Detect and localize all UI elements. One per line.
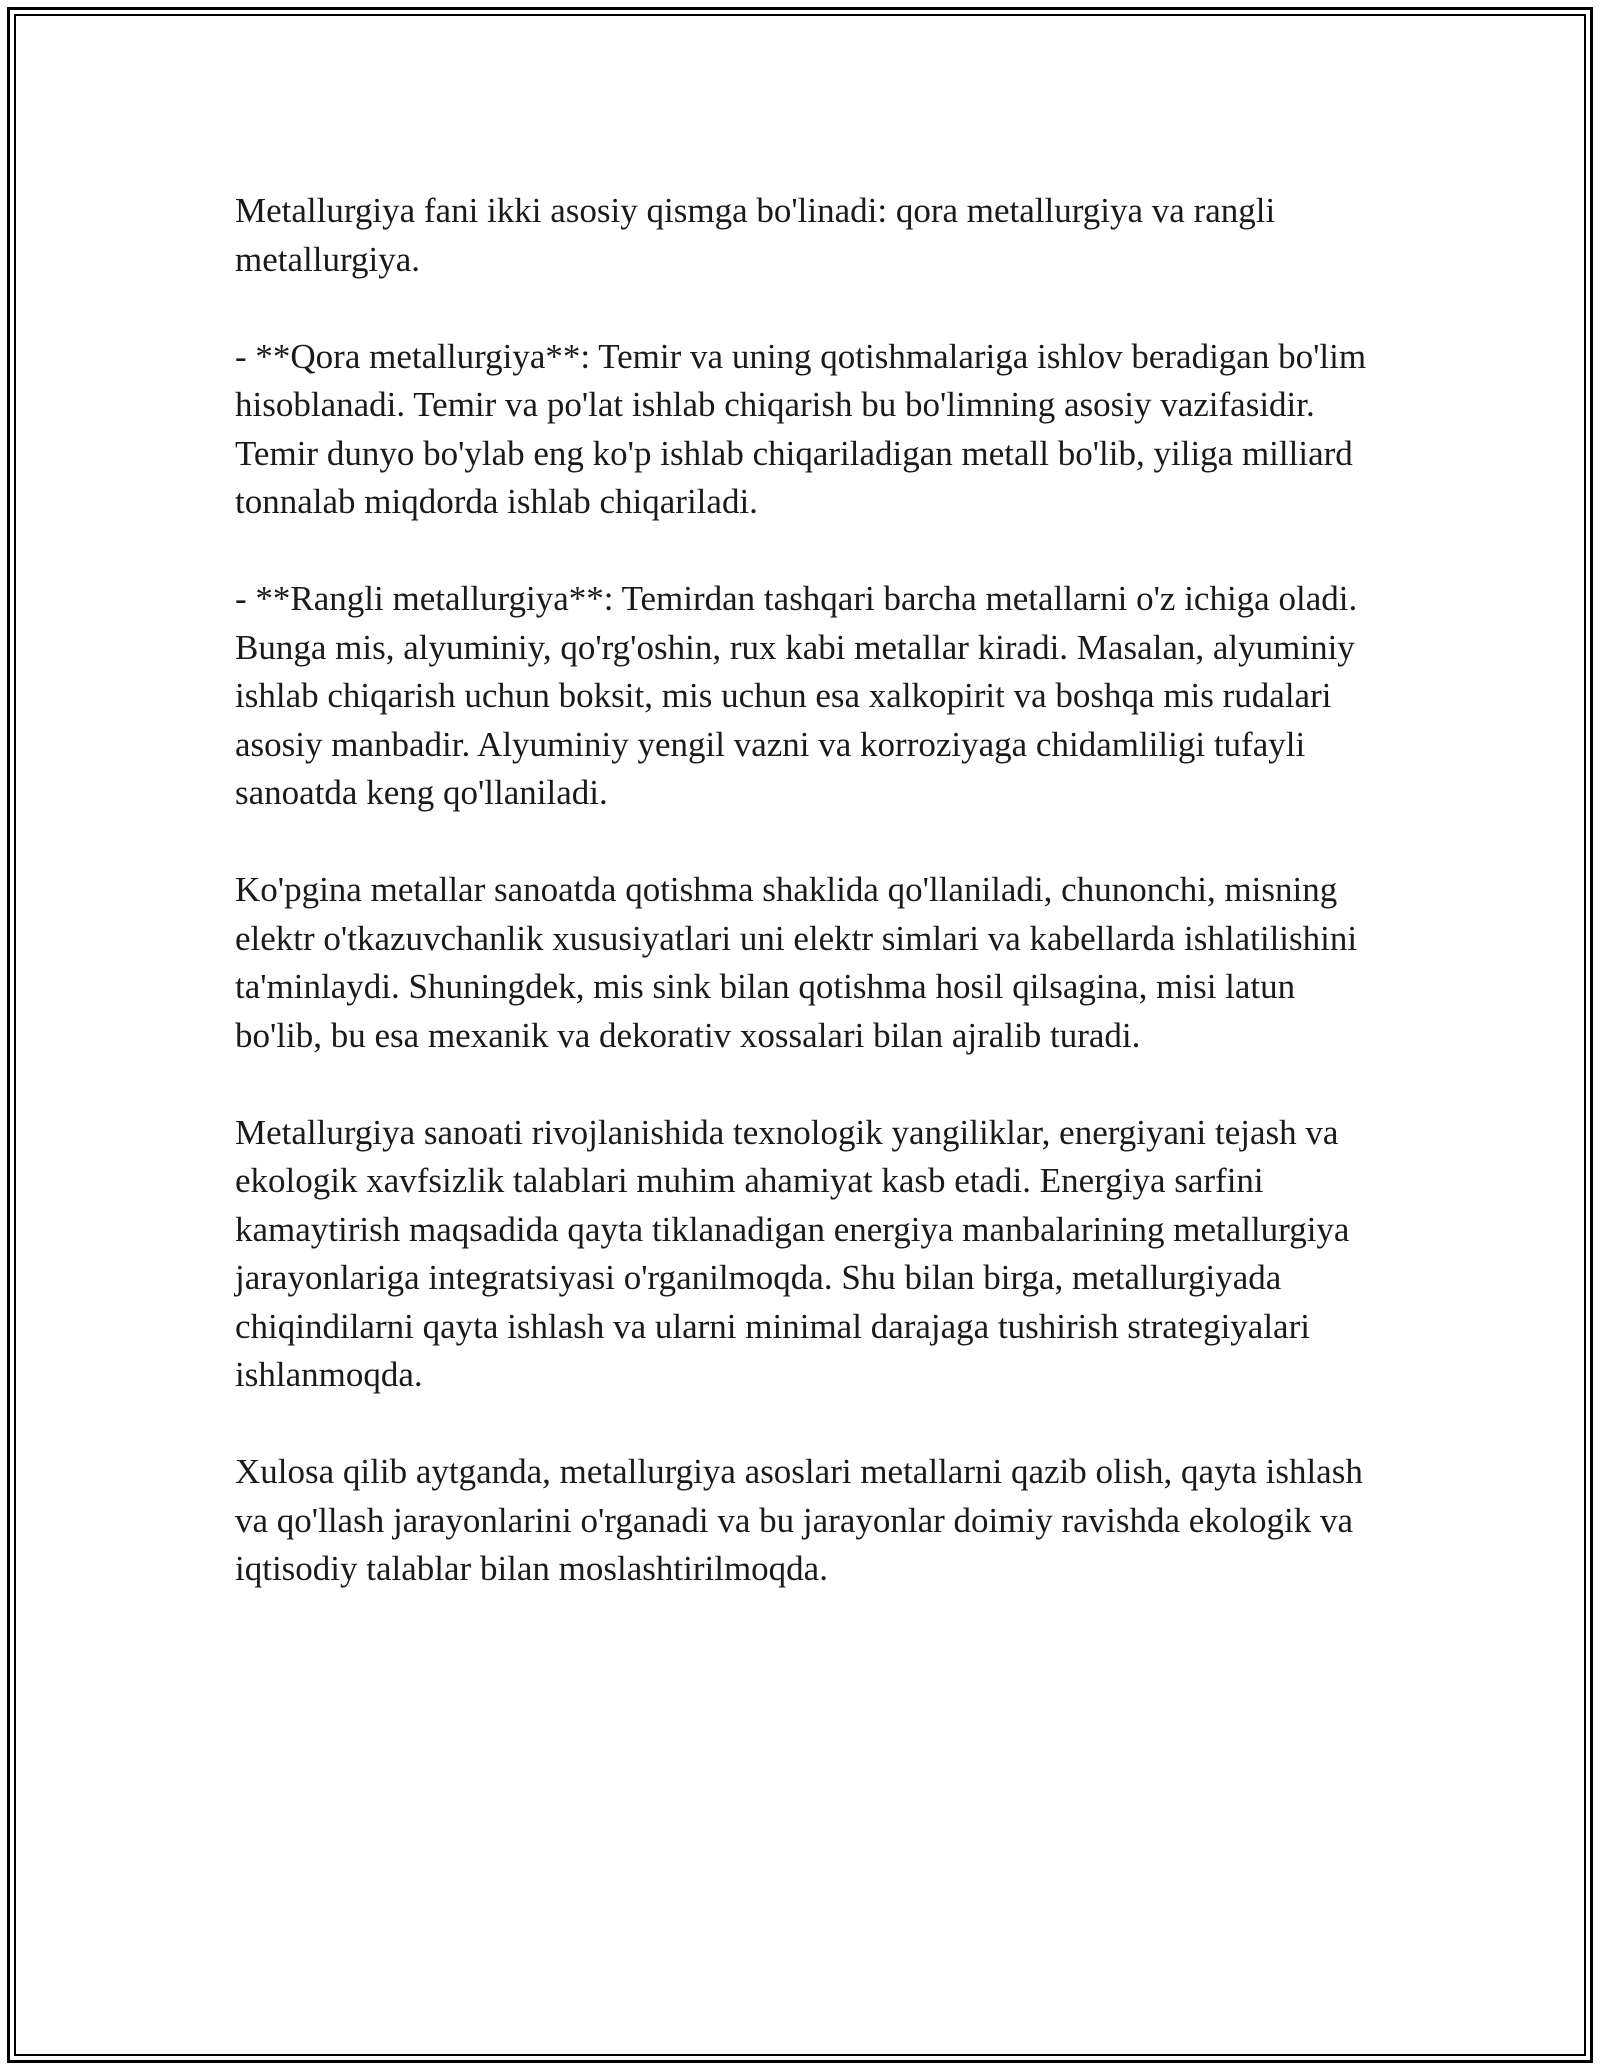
paragraph-intro: Metallurgiya fani ikki asosiy qismga bo'linadi: qora metallurgiya va rangli metallurgiya. bbox=[235, 191, 1276, 279]
paragraph-ferrous-metallurgy: - **Qora metallurgiya**: Temir va uning qotishmalariga ishlov beradigan bo'lim hisoblanadi. Temir va po'lat ishlab chiqarish bu bo'limning asosiy vazifasidir. Temir dunyo bo'ylab eng ko'p ishlab chiqariladigan metall bo'lib, yiliga milliard tonnalab miqdorda ishlab chiqariladi. bbox=[235, 336, 1367, 521]
paragraph-industry-development: Metallurgiya sanoati rivojlanishida texnologik yangiliklar, energiyani tejash va ekologik xavfsizlik talablari muhim ahamiyat kasb etadi. Energiya sarfini kamaytirish maqsadida qayta tiklanadigan energiya manbalarining metallurgiya jarayonlariga integratsiyasi o'rganilmoqda. Shu bilan birga, metallurgiyada chiqindilarni qayta ishlash va ularni minimal darajaga tushirish strategiyalari ishlanmoqda. bbox=[235, 1112, 1350, 1394]
paragraph-nonferrous-metallurgy: - **Rangli metallurgiya**: Temirdan tashqari barcha metallarni o'z ichiga oladi. Bunga mis, alyuminiy, qo'rg'oshin, rux kabi metallar kiradi. Masalan, alyuminiy ishlab chiqarish uchun boksit, mis uchun esa xalkopirit va boshqa mis rudalari asosiy manbadir. Alyuminiy yengil vazni va korroziyaga chidamliligi tufayli sanoatda keng qo'llaniladi. bbox=[235, 579, 1358, 812]
document-body bbox=[235, 187, 1370, 1594]
paragraph-conclusion: Xulosa qilib aytganda, metallurgiya asoslari metallarni qazib olish, qayta ishlash va qo'llash jarayonlarini o'rganadi va bu jarayonlar doimiy ravishda ekologik va iqtisodiy talablar bilan moslashtirilmoqda. bbox=[235, 1452, 1363, 1588]
paragraph-alloys: Ko'pgina metallar sanoatda qotishma shaklida qo'llaniladi, chunonchi, misning elektr o'tkazuvchanlik xususiyatlari uni elektr simlari va kabellarda ishlatilishini ta'minlaydi. Shuningdek, mis sink bilan qotishma hosil qilsagina, misi latun bo'lib, bu esa mexanik va dekorativ xossalari bilan ajralib turadi. bbox=[235, 870, 1358, 1055]
